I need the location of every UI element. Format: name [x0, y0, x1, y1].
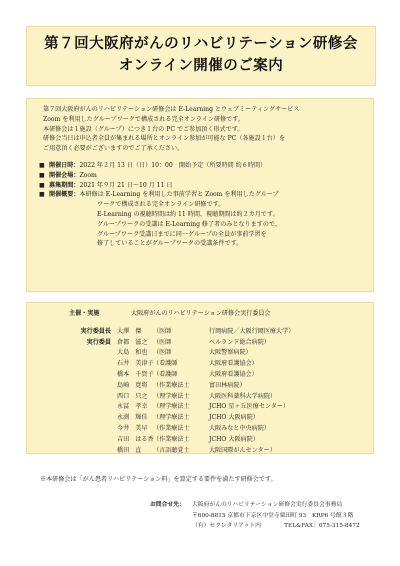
member-role — [27, 402, 117, 413]
member-affiliation: 大阪国際がんセンター） — [209, 446, 276, 454]
detail-recruitment — [39, 181, 361, 191]
member-affiliation: ベルランド総合病院） — [209, 338, 270, 346]
member-position: （作業療法士 — [153, 435, 190, 443]
bullet-square-icon: ■ — [39, 191, 45, 199]
bullet-square-icon: ■ — [39, 181, 45, 189]
member-affiliation: 行岡病院／大阪行岡医療大学） — [209, 327, 295, 335]
member-row — [27, 381, 373, 392]
member-position: （医師 — [153, 338, 172, 346]
contact-line: （有）セクレタリアット内 TEL&FAX：075-315-8472 — [192, 523, 360, 529]
member-name: 橋本 千賀子 — [117, 370, 154, 378]
member-role — [27, 392, 117, 403]
detail-label: 募集期間： — [49, 181, 80, 189]
bullet-square-icon: ■ — [39, 161, 45, 169]
member-affiliation: 大阪みなと中央病院） — [209, 424, 270, 432]
contact-label: お問合せ先： — [150, 502, 185, 508]
overview-continued — [97, 200, 361, 249]
member-role — [27, 424, 117, 435]
intro-line: 研修会当日は申込者全員が集まれる場所とオンライン参加が可能な PC（各施設１台）を — [43, 135, 286, 143]
member-role: 実行委員長 — [80, 327, 111, 335]
bullet-square-icon: ■ — [39, 171, 45, 179]
member-affiliation: 富田林病院） — [209, 381, 246, 389]
member-row — [27, 338, 373, 349]
member-role — [27, 381, 117, 392]
member-row — [27, 348, 373, 359]
member-role — [27, 359, 117, 370]
member-row — [27, 370, 373, 381]
contact-block — [150, 500, 360, 532]
member-position: （作業療法士 — [153, 424, 190, 432]
member-role — [27, 446, 117, 457]
member-affiliation: 大阪医科薬科大学病院） — [209, 392, 277, 400]
member-affiliation: JCHO 大阪病院） — [209, 435, 259, 443]
member-list — [27, 327, 373, 457]
member-row — [27, 446, 373, 457]
member-row — [27, 392, 373, 403]
member-position: （医師 — [153, 349, 172, 357]
member-row — [27, 424, 373, 435]
member-name: 今井 美早 — [117, 424, 148, 432]
member-name: 島崎 寛将 — [117, 381, 148, 389]
detail-label: 開催日時： — [49, 161, 80, 169]
overview-line: 修了していることがグループワークの受講条件です。 — [97, 240, 243, 248]
member-position: （作業療法士 — [153, 381, 190, 389]
intro-line: Zoom を利用したグループワークで構成される完全オンライン研修です。 — [43, 115, 244, 123]
detail-label: 開催会場： — [49, 171, 80, 179]
member-row — [27, 435, 373, 446]
organizer-role: 主催・実施 — [69, 310, 100, 317]
contact-line: 〒600-8815 京都市下京区中堂寺粟田町 93 KRP6 号館３階 — [192, 512, 354, 519]
title-line-1: 第７回大阪府がんのリハビリテーション研修会 — [44, 36, 358, 52]
member-role: 実行委員 — [86, 338, 111, 346]
overview-line: ワークで構成される完全オンライン研修です。 — [97, 201, 225, 209]
member-role — [27, 370, 117, 381]
intro-line: ご用意頂く必要がございますのでご了承ください。 — [43, 145, 184, 153]
overview-line: グループワークの受講は E-Learning 修了者のみとなりますので、 — [97, 220, 282, 228]
intro-line: 本研修会は１施設（グループ）につき１台の PC でご参加頂く形式です。 — [43, 125, 244, 133]
member-role — [27, 413, 117, 424]
member-position: （言語聴覚士 — [153, 446, 190, 454]
member-name: 大島 和也 — [117, 349, 148, 357]
detail-overview — [39, 190, 361, 200]
member-role — [27, 348, 117, 359]
member-position: （看護師 — [153, 360, 178, 368]
member-affiliation: 大阪府看護協会） — [209, 370, 258, 378]
organizer-row — [69, 309, 373, 320]
member-name: 石井 美津子 — [117, 360, 154, 368]
member-position: （理学療法士 — [153, 414, 190, 422]
event-info-box — [26, 98, 374, 292]
title-line-2: オンライン開催のご案内 — [118, 58, 284, 74]
member-affiliation: JCHO 星ヶ丘医療センター） — [209, 403, 290, 411]
detail-value: 本研修は E-Learning を利用した事前学習と Zoom を利用したグループ — [79, 191, 279, 199]
detail-value: 2022 年２月 13 日（日）10：00 開始予定（所要時間 約６時間） — [79, 161, 267, 169]
member-name: 永冨 孝幸 — [117, 403, 148, 411]
member-name: 西口 只之 — [117, 392, 148, 400]
member-row — [27, 413, 373, 424]
member-name: 倉都 滋之 — [117, 338, 148, 346]
intro-line: 第７回大阪府がんのリハビリテーション研修会は E-Learning とウェブミーティングサービス — [43, 106, 300, 113]
detail-label: 開催概要： — [49, 191, 80, 199]
committee-box — [26, 302, 374, 454]
accreditation-note: ※本研修会は「がん患者リハビリテーション料」を算定する要件を満たす研修会です。 — [40, 476, 277, 483]
title-banner — [26, 26, 376, 86]
overview-line: E-Learning の視聴時間は約 11 時間、視聴期間は約２カ月です。 — [97, 210, 279, 218]
member-position: （理学療法士 — [153, 403, 190, 411]
intro-text — [43, 105, 361, 154]
member-position: （看護師 — [153, 370, 178, 378]
member-name: 永渕 輝佳 — [117, 414, 148, 422]
member-affiliation: JCHO 大阪病院） — [209, 414, 259, 422]
member-role — [27, 435, 117, 446]
member-position: （理学療法士 — [153, 392, 190, 400]
member-affiliation: 大阪府看護協会） — [209, 360, 258, 368]
member-name: 大澤 傑 — [117, 327, 142, 335]
member-affiliation: 大阪警察病院） — [209, 349, 252, 357]
overview-line: グループワーク受講日までに同一グループの全員が事前学習を — [97, 230, 267, 238]
detail-value: Zoom — [79, 171, 97, 179]
member-row — [27, 402, 373, 413]
member-row — [27, 359, 373, 370]
member-position: （医師 — [153, 327, 172, 335]
detail-date — [39, 161, 361, 171]
detail-value: 2021 年９月 21 日〜10 月 11 日 — [79, 181, 173, 189]
member-name: 吉田 はる香 — [117, 435, 154, 443]
organizer-name: 大阪府がんのリハビリテーション研修会実行委員会 — [131, 310, 271, 317]
contact-line: 大阪府がんのリハビリテーション研修会実行委員会事務局 — [192, 502, 343, 508]
detail-venue — [39, 171, 361, 181]
member-row — [27, 327, 373, 338]
member-name: 橋田 直 — [117, 446, 142, 454]
